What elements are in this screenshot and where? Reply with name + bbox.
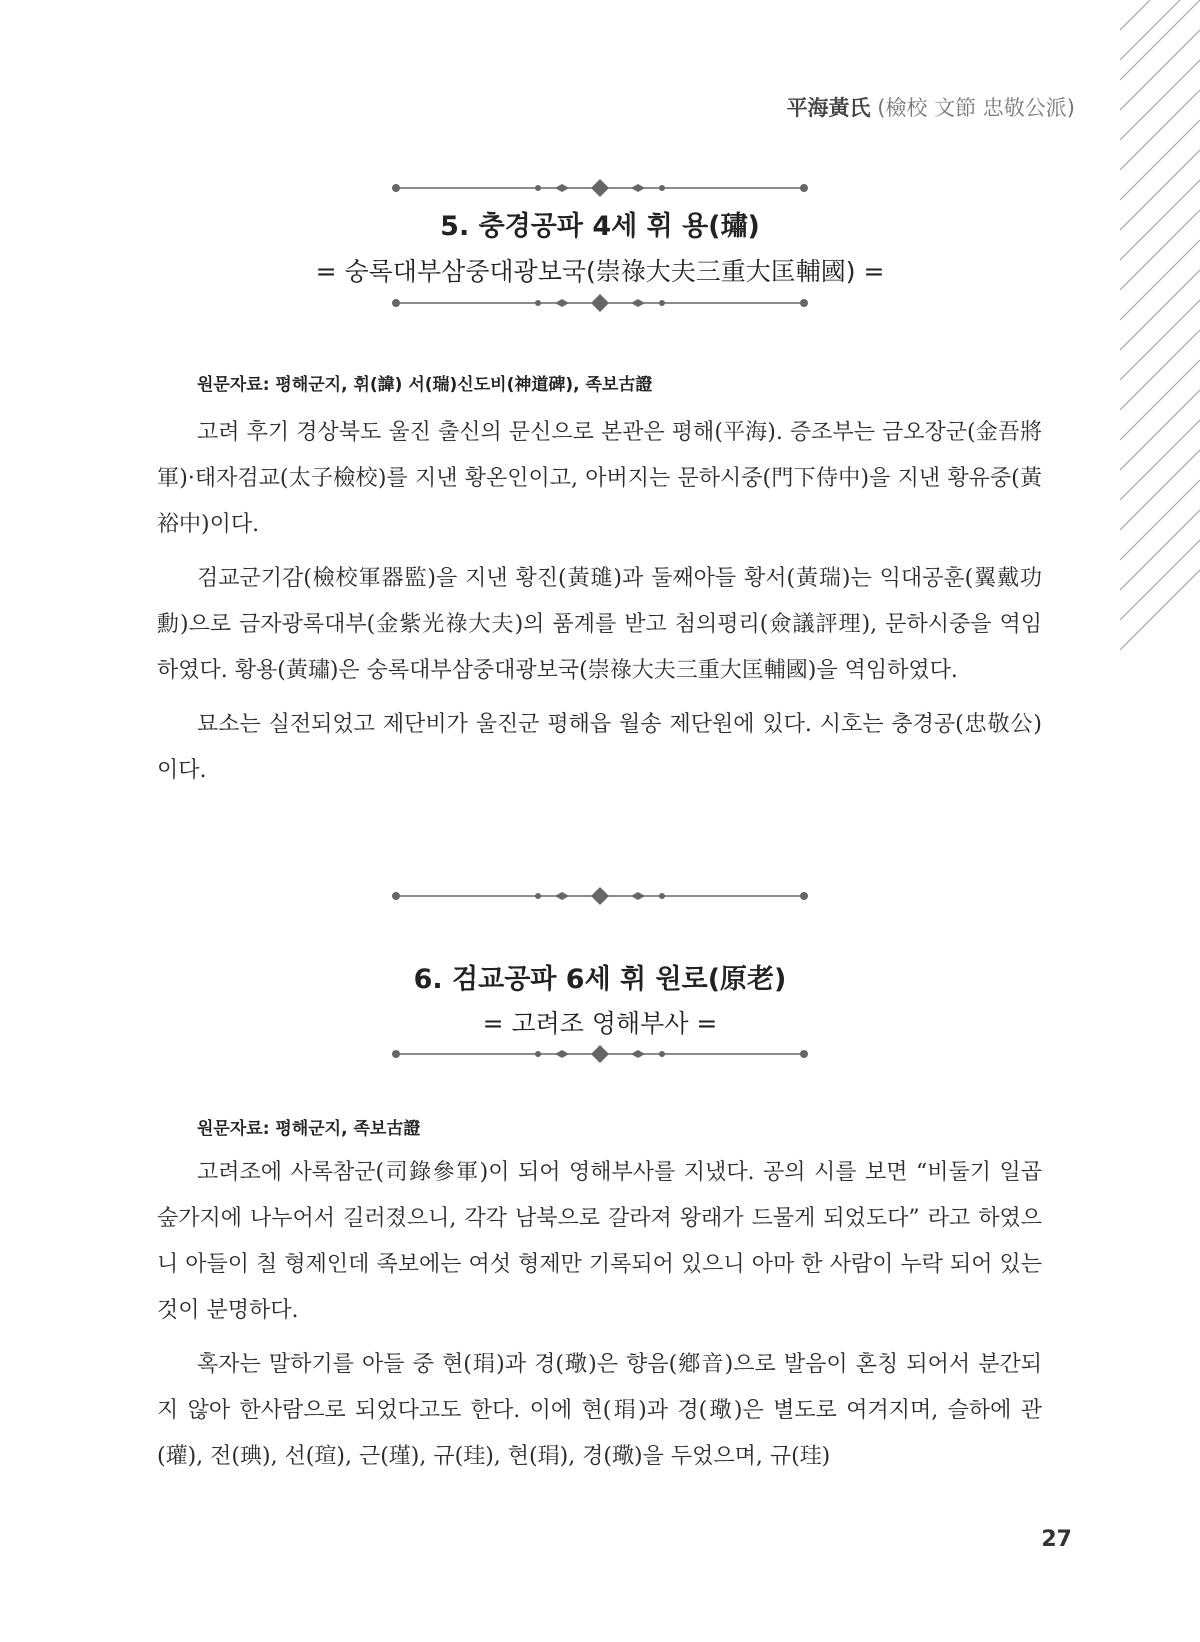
decorative-stripes [1120, 0, 1200, 650]
section-subtitle: = 숭록대부삼중대광보국(崇祿大夫三重大匡輔國) = [315, 257, 885, 286]
paragraph: 검교군기감(檢校軍器監)을 지낸 황진(黃璡)과 둘째아들 황서(黃瑞)는 익대공훈(翼戴功勳)으로 금자광록대부(金紫光祿大夫)의 품계를 받고 첨의평리(僉議評理), 문하시중을 역임하였다. 황용(黃璛)은 숭록대부삼중대광보국(崇祿大夫三重大匡輔國)을 역임하였다. [157, 566, 1042, 683]
ornament-divider [390, 294, 810, 312]
section-title: 5. 충경공파 4세 휘 용(璛) [440, 211, 760, 242]
section-body [157, 1150, 1042, 1488]
ornament-divider [390, 887, 810, 905]
page-number: 27 [1041, 1527, 1072, 1552]
header-title: 平海黃氏 [786, 96, 871, 120]
source-line: 원문자료: 평해군지, 족보古證 [197, 1119, 421, 1139]
section-body [157, 410, 1042, 802]
paragraph: 고려조에 사록참군(司錄參軍)이 되어 영해부사를 지냈다. 공의 시를 보면 “비둘기 일곱 숲가지에 나누어서 길러졌으니, 각각 남북으로 갈라져 왕래가 드물게 되었도다” 라고 하였으니 아들이 칠 형제인데 족보에는 여섯 형제만 기록되어 있으니 아마 한 사람이 누락 되어 있는 것이 분명하다. [157, 1160, 1042, 1323]
ornament-divider [390, 1045, 810, 1063]
paragraph: 혹자는 말하기를 아들 중 현(琄)과 경(璥)은 향음(鄕音)으로 발음이 혼칭 되어서 분간되지 않아 한사람으로 되었다고도 한다. 이에 현(琄)과 경(璥)은 별도로 여겨지며, 슬하에 관(瓘), 전(琠), 선(瑄), 근(瑾), 규(珪), 현(琄), 경(璥)을 두었으며, 규(珪) [157, 1352, 1042, 1469]
ornament-divider [390, 179, 810, 197]
paragraph: 묘소는 실전되었고 제단비가 울진군 평해읍 월송 제단원에 있다. 시호는 충경공(忠敬公)이다. [157, 712, 1042, 783]
section-title: 6. 검교공파 6세 휘 원로(原老) [413, 964, 787, 995]
running-header [787, 92, 1075, 122]
section-subtitle: = 고려조 영해부사 = [482, 1009, 718, 1038]
header-subtitle: (檢校 文節 忠敬公派) [877, 96, 1075, 120]
paragraph: 고려 후기 경상북도 울진 출신의 문신으로 본관은 평해(平海). 증조부는 금오장군(金吾將軍)·태자검교(太子檢校)를 지낸 황온인이고, 아버지는 문하시중(門下侍中)을 지낸 황유중(黃裕中)이다. [157, 420, 1042, 537]
source-line: 원문자료: 평해군지, 휘(諱) 서(瑞)신도비(神道碑), 족보古證 [197, 375, 653, 395]
